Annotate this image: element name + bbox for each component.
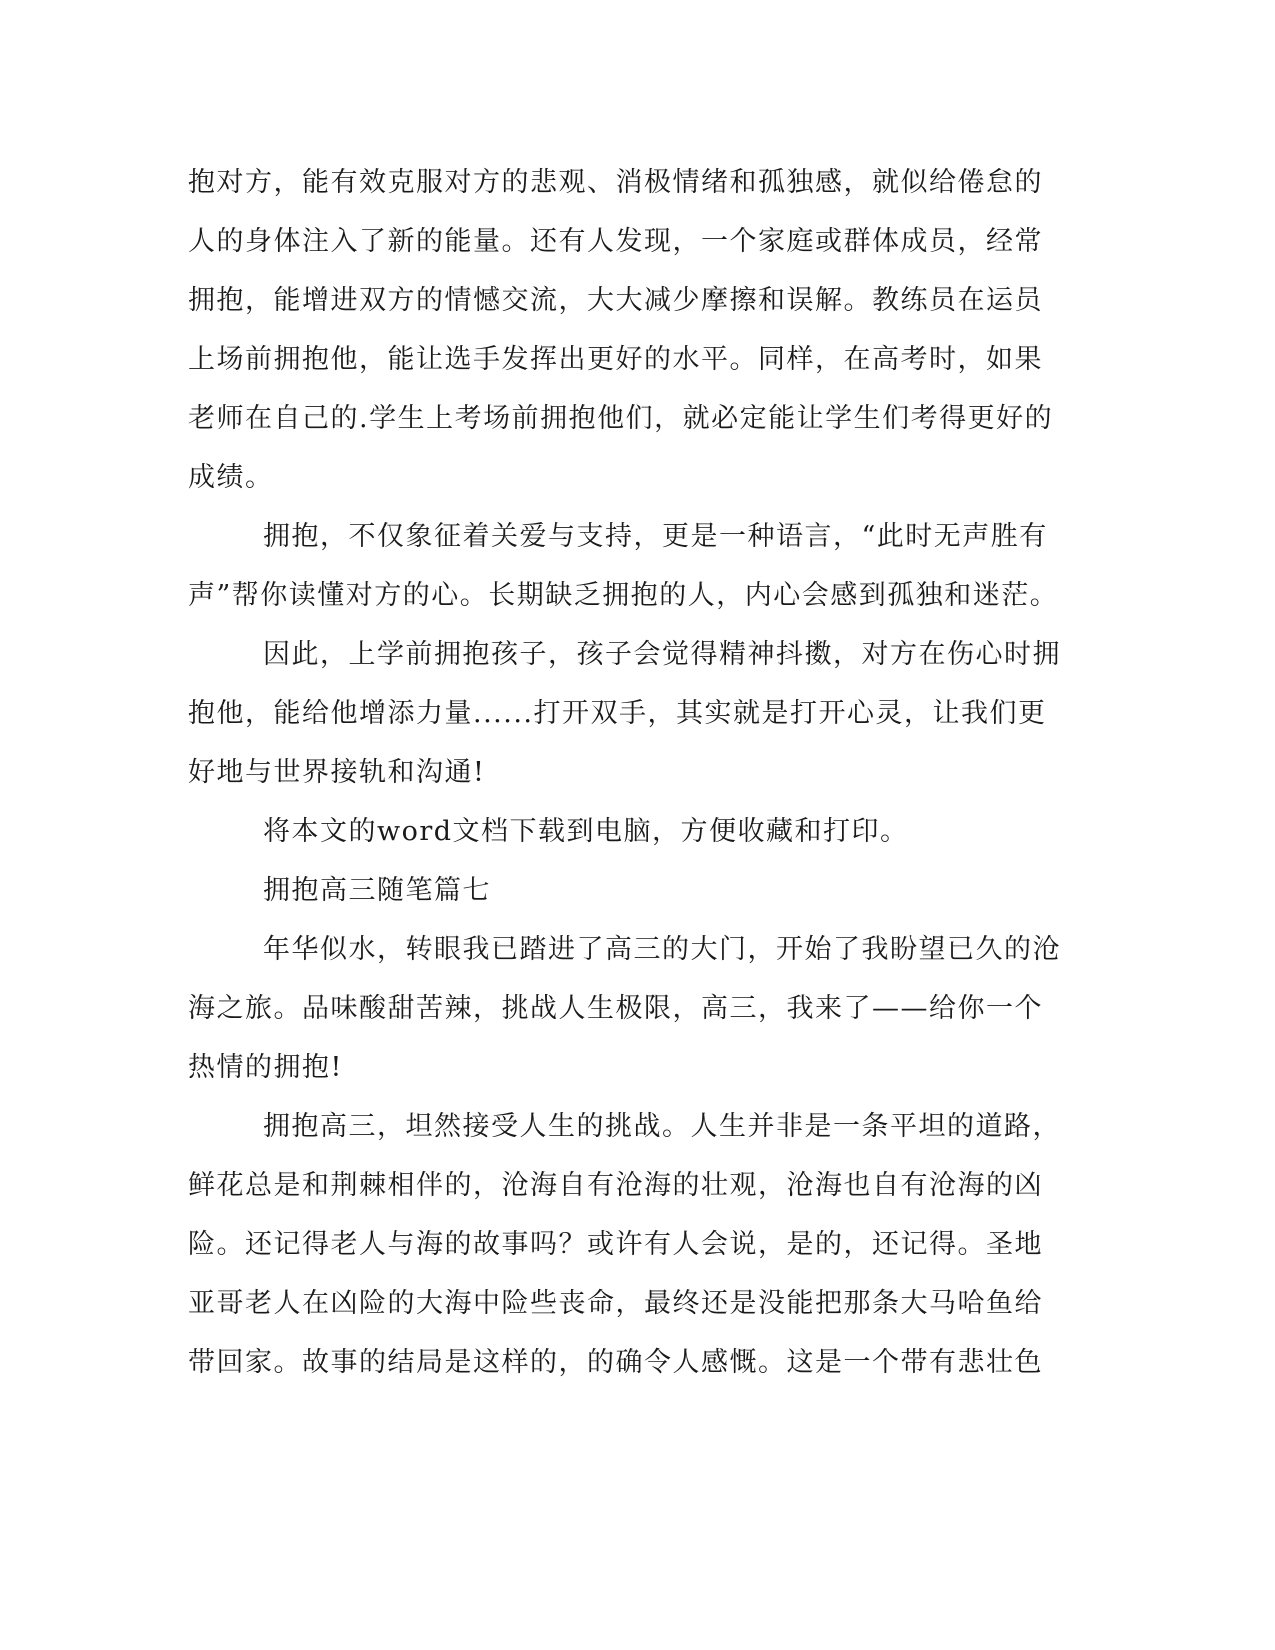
text-line: 人的身体注入了新的能量。还有人发现，一个家庭或群体成员，经常 <box>188 226 1043 257</box>
download-note: 将本文的word文档下载到电脑，方便收藏和打印。 <box>263 816 909 847</box>
text-line: 拥抱，能增进双方的情憾交流，大大减少摩擦和误解。教练员在运员 <box>188 285 1043 316</box>
text-line: 成绩。 <box>188 462 274 493</box>
text-line: 亚哥老人在凶险的大海中险些丧命，最终还是没能把那条大马哈鱼给 <box>188 1288 1043 1319</box>
text-line: 声”帮你读懂对方的心。长期缺乏拥抱的人，内心会感到孤独和迷茫。 <box>188 580 1059 611</box>
paragraph-start-line: 因此，上学前拥抱孩子，孩子会觉得精神抖擞，对方在伤心时拥 <box>263 639 1061 670</box>
text-line: 热情的拥抱! <box>188 1052 343 1083</box>
section-heading: 拥抱高三随笔篇七 <box>263 875 491 906</box>
text-line: 带回家。故事的结局是这样的，的确令人感慨。这是一个带有悲壮色 <box>188 1347 1043 1378</box>
text-line: 上场前拥抱他，能让选手发挥出更好的水平。同样，在高考时，如果 <box>188 344 1043 375</box>
paragraph-start-line: 拥抱高三，坦然接受人生的挑战。人生并非是一条平坦的道路， <box>263 1111 1061 1142</box>
paragraph-start-line: 拥抱，不仅象征着关爱与支持，更是一种语言，“此时无声胜有 <box>263 521 1048 552</box>
text-line: 险。还记得老人与海的故事吗？或许有人会说，是的，还记得。圣地 <box>188 1229 1043 1260</box>
paragraph-start-line: 年华似水，转眼我已踏进了高三的大门，开始了我盼望已久的沧 <box>263 934 1061 965</box>
text-line: 海之旅。品味酸甜苦辣，挑战人生极限，高三，我来了——给你一个 <box>188 993 1043 1024</box>
text-line: 老师在自己的.学生上考场前拥抱他们，就必定能让学生们考得更好的 <box>188 403 1054 434</box>
text-line: 抱对方，能有效克服对方的悲观、消极情绪和孤独感，就似给倦怠的 <box>188 167 1043 198</box>
text-line: 抱他，能给他增添力量......打开双手，其实就是打开心灵，让我们更 <box>188 698 1047 729</box>
text-line: 好地与世界接轨和沟通! <box>188 757 486 788</box>
text-line: 鲜花总是和荆棘相伴的，沧海自有沧海的壮观，沧海也自有沧海的凶 <box>188 1170 1043 1201</box>
